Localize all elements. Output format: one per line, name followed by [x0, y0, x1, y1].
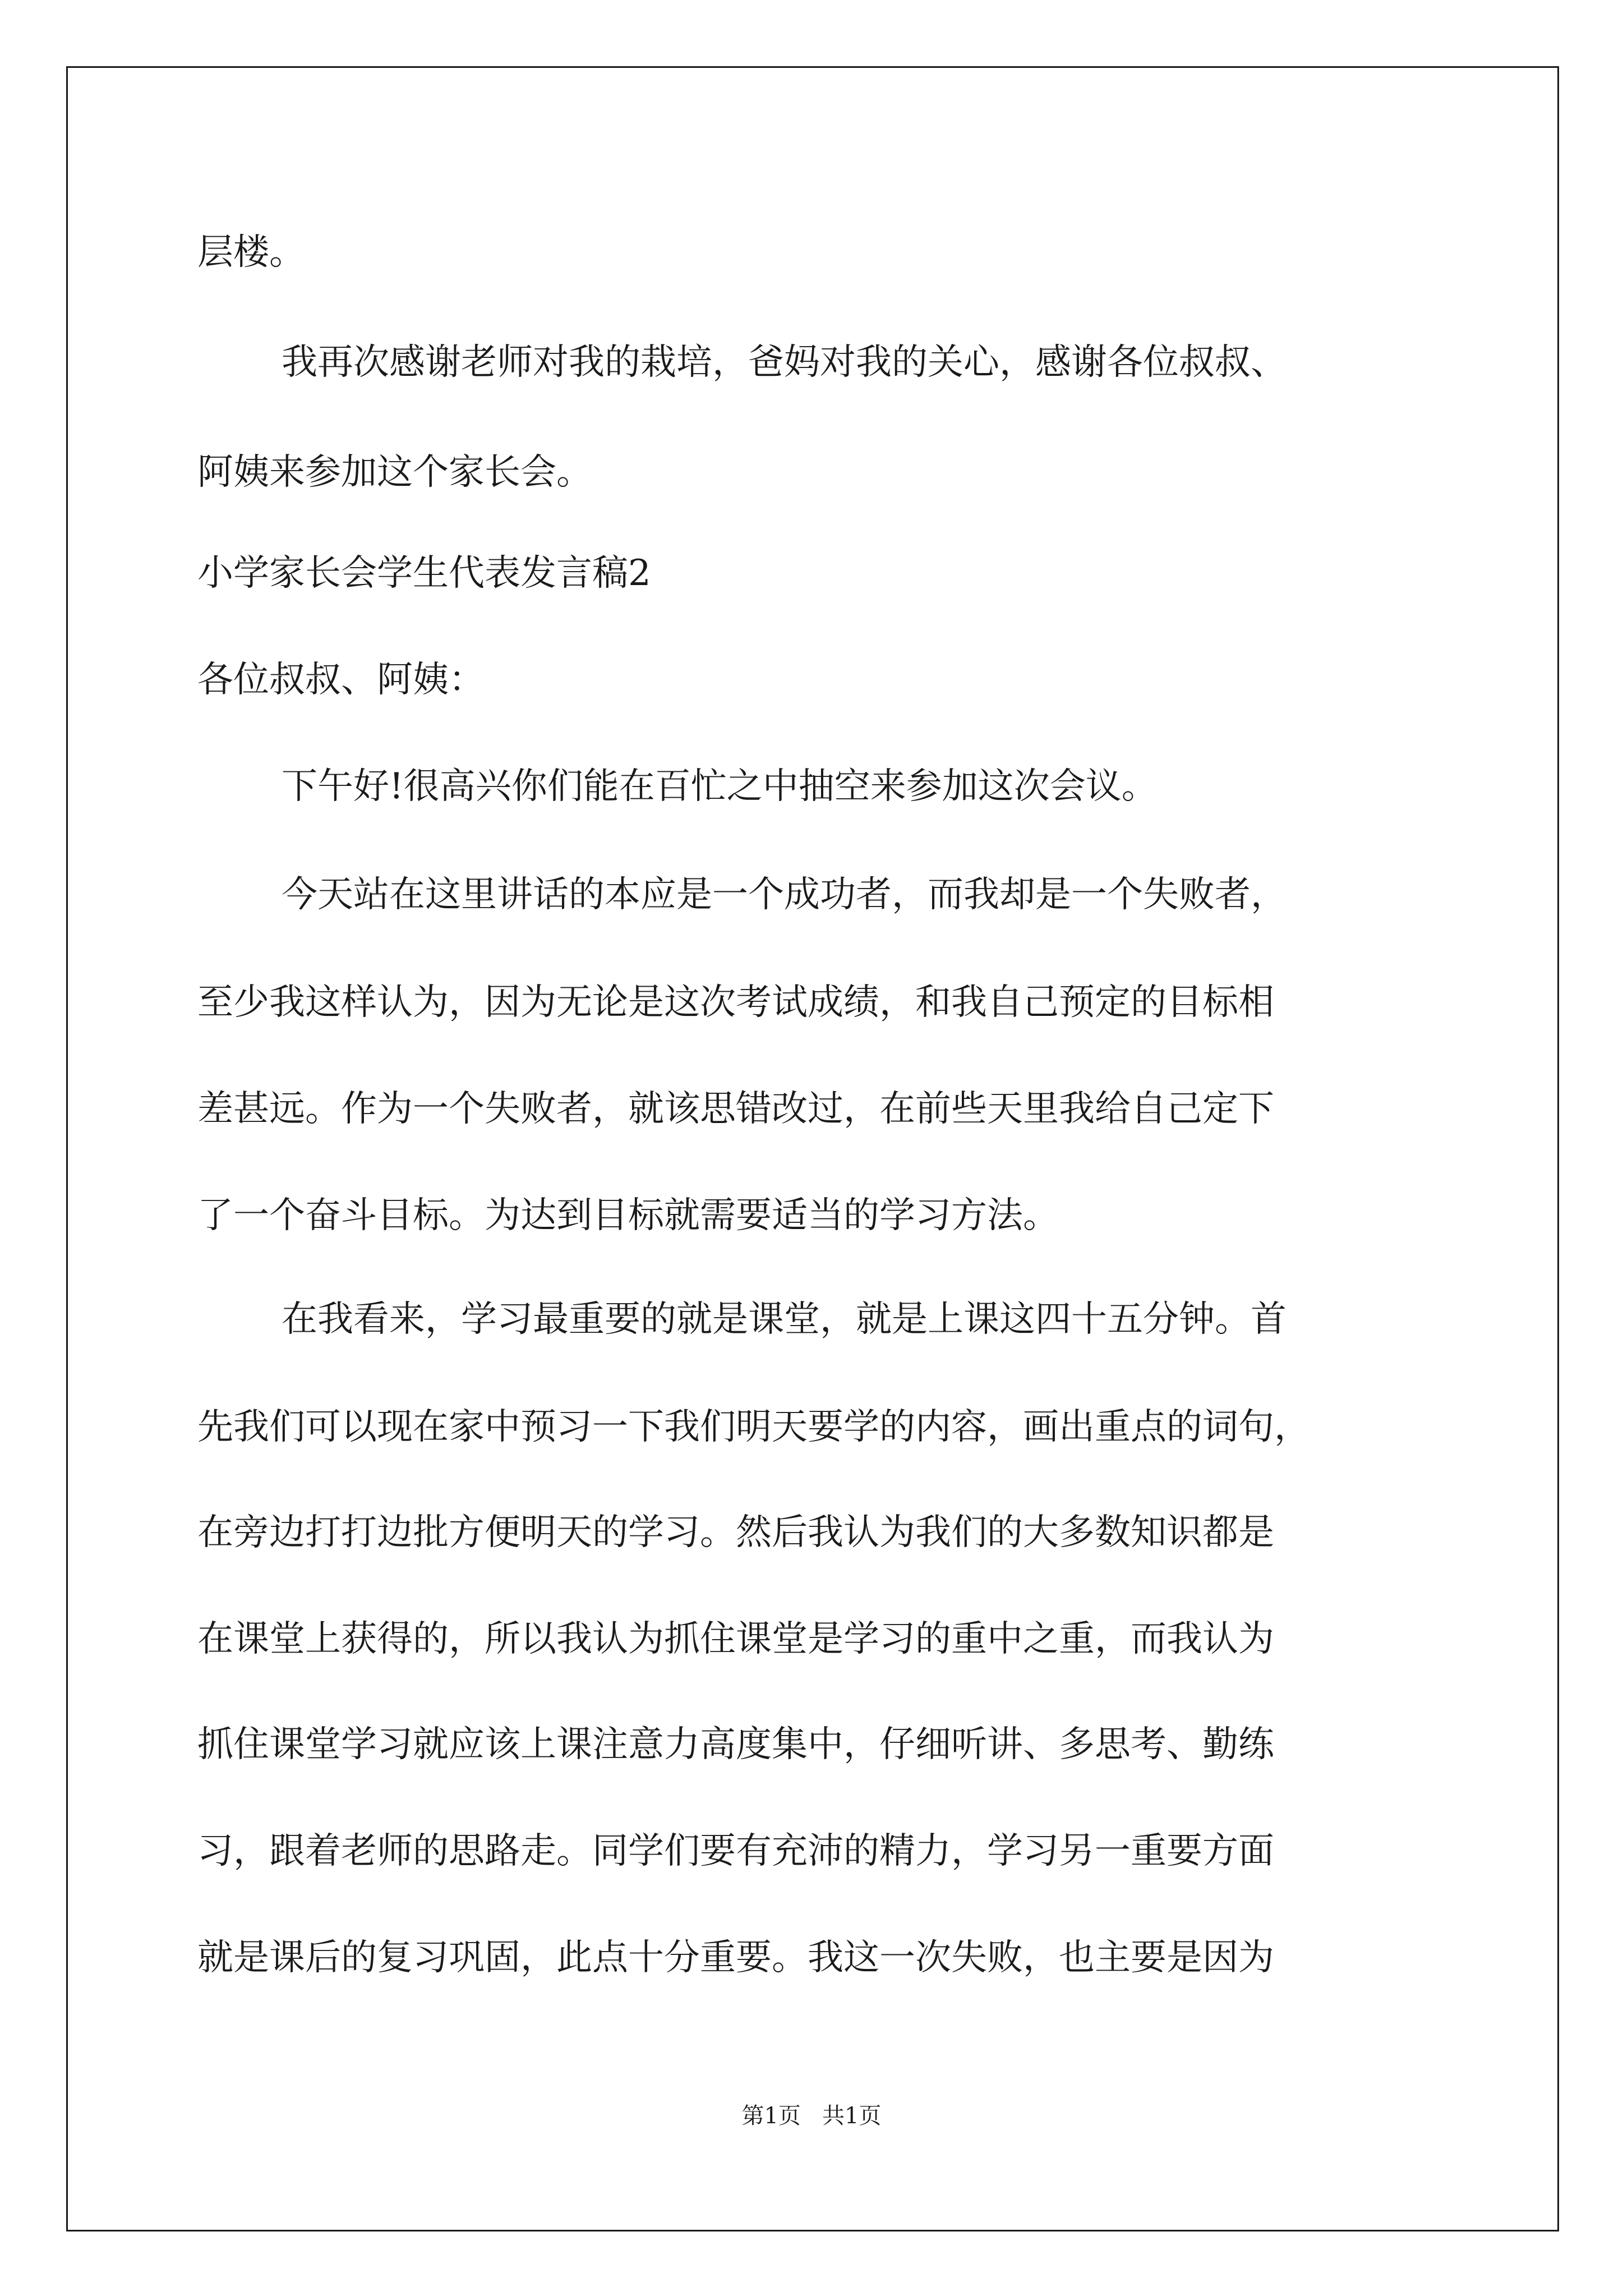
- text-line: 差甚远。作为一个失败者，就该思错改过，在前些天里我给自己定下: [197, 1088, 1274, 1130]
- text-line: 抓住课堂学习就应该上课注意力高度集中，仔细听讲、多思考、勤练: [197, 1724, 1274, 1765]
- section-title: 小学家长会学生代表发言稿2: [197, 553, 651, 594]
- text-line: 在我看来，学习最重要的就是课堂，就是上课这四十五分钟。首: [282, 1299, 1287, 1340]
- text-line: 在旁边打打边批方便明天的学习。然后我认为我们的大多数知识都是: [197, 1512, 1274, 1553]
- text-line: 层楼。: [197, 232, 305, 273]
- text-line: 就是课后的复习巩固，此点十分重要。我这一次失败，也主要是因为: [197, 1937, 1274, 1978]
- text-line: 习，跟着老师的思路走。同学们要有充沛的精力，学习另一重要方面: [197, 1830, 1274, 1872]
- text-line: 了一个奋斗目标。为达到目标就需要适当的学习方法。: [197, 1195, 1059, 1236]
- text-line: 我再次感谢老师对我的栽培，爸妈对我的关心，感谢各位叔叔、: [282, 342, 1287, 383]
- text-line: 阿姨来参加这个家长会。: [197, 452, 592, 493]
- text-line: 先我们可以现在家中预习一下我们明天要学的内容，画出重点的词句，: [197, 1406, 1310, 1448]
- text-line: 今天站在这里讲话的本应是一个成功者，而我却是一个失败者，: [282, 874, 1287, 915]
- salutation: 各位叔叔、阿姨：: [197, 659, 485, 701]
- text-line: 在课堂上获得的，所以我认为抓住课堂是学习的重中之重，而我认为: [197, 1618, 1274, 1660]
- text-line: 至少我这样认为，因为无论是这次考试成绩，和我自己预定的目标相: [197, 982, 1274, 1023]
- text-line: 下午好!很高兴你们能在百忙之中抽空来参加这次会议。: [282, 766, 1158, 807]
- page-footer: 第1页 共1页: [741, 2103, 882, 2129]
